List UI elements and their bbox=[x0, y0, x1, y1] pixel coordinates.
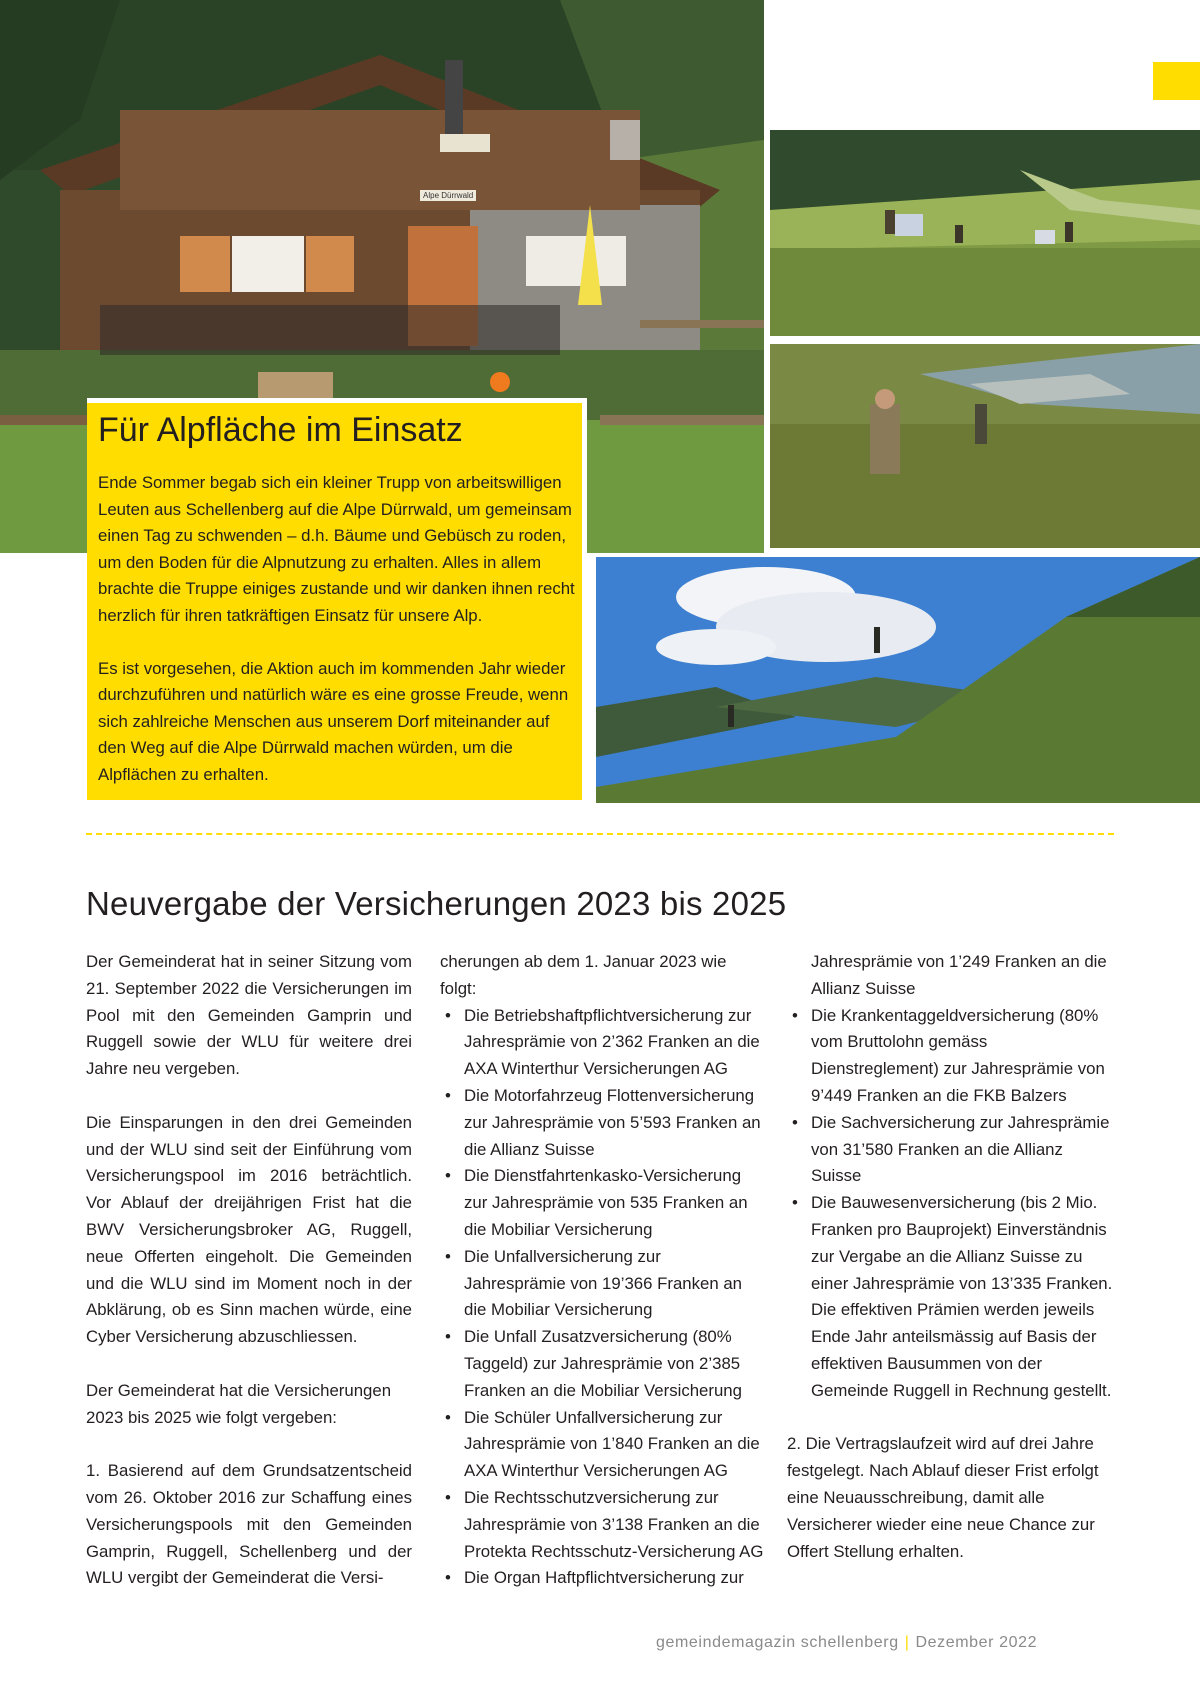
insurance-list-continued bbox=[787, 1003, 1113, 1405]
list-item bbox=[440, 1244, 766, 1324]
list-item bbox=[787, 1190, 1113, 1404]
bullet-icon: • bbox=[445, 1166, 451, 1186]
hut-sign: Alpe Dürrwald bbox=[420, 190, 476, 201]
list-item-text: Die Unfall Zusatzversicherung (80% Taggeld) zur Jahresprämie von 2’385 Franken an die Mobiliar Versicherung bbox=[464, 1327, 742, 1400]
article-alpflaeche-paragraph: Ende Sommer begab sich ein kleiner Trupp von arbeitswilligen Leuten aus Schellenberg auf die Alpe Dürrwald, um gemeinsam einen Tag zu schwenden – d.h. Bäume und Gebüsch zu roden, um den Boden für die Alpnutzung zu erhalten. Alles in allem brachte die Truppe einiges zustande und wir danken ihnen recht herzlich für ihren tatkräftigen Einsatz für unsere Alp. bbox=[98, 473, 575, 625]
article-versicherungen-title: Neuvergabe der Versicherungen 2023 bis 2025 bbox=[86, 885, 787, 922]
photo-slope-work bbox=[596, 557, 1200, 803]
article-column-3 bbox=[787, 949, 1113, 1565]
paragraph-continuation: cherungen ab dem 1. Januar 2023 wie folgt: bbox=[440, 952, 727, 998]
bullet-icon: • bbox=[445, 1568, 451, 1588]
corner-accent-tab bbox=[1153, 62, 1200, 100]
list-item bbox=[440, 1405, 766, 1485]
list-item bbox=[440, 1565, 766, 1592]
paragraph-einsparungen: Die Einsparungen in den drei Gemeinden und der WLU sind seit der Einführung vom Versicherungspool im 2016 beträchtlich. Vor Ablauf der dreijährigen Frist hat die BWV Versicherungsbroker AG, Ruggell, neue Offerten eingeholt. Die Gemeinden und die WLU sind im Moment noch in der Abklärung, ob es Sinn machen würde, eine Cyber Versicherung abzuschliessen. bbox=[86, 1112, 412, 1347]
footer-separator: | bbox=[904, 1634, 910, 1651]
footer-magazine: gemeindemagazin schellenberg bbox=[656, 1634, 899, 1651]
bullet-icon: • bbox=[792, 1112, 798, 1132]
article-alpflaeche-body bbox=[98, 470, 581, 789]
footer-issue: Dezember 2022 bbox=[915, 1634, 1038, 1651]
photo-stream-clearing bbox=[770, 344, 1200, 548]
list-item bbox=[787, 1110, 1113, 1190]
bullet-icon: • bbox=[792, 1193, 798, 1213]
list-item-text: Die Krankentaggeldversicherung (80% vom Bruttolohn gemäss Dienstreglement) zur Jahresprämie von 9’449 Franken an die FKB Balzers bbox=[811, 1005, 1105, 1105]
article-alpflaeche-paragraph: Es ist vorgesehen, die Aktion auch im kommenden Jahr wieder durchzuführen und natürlich wäre es eine grosse Freude, wenn sich zahlreiche Menschen aus unserem Dorf miteinander auf den Weg auf die Alpe Dürrwald machen würden, um die Alpflächen zu erhalten. bbox=[98, 658, 569, 784]
list-item bbox=[440, 1485, 766, 1565]
insurance-list bbox=[440, 1003, 766, 1593]
list-item bbox=[787, 1003, 1113, 1110]
list-item bbox=[440, 1324, 766, 1404]
list-item-text: Die Bauwesenversicherung (bis 2 Mio. Franken pro Bauprojekt) Einverständnis zur Vergabe an die Allianz Suisse zu einer Jahresprämie von 13’335 Franken. Die effektiven Prämien werden jeweils Ende Jahr anteilsmässig auf Basis der effektiven Bausummen von der Gemeinde Ruggell in Rechnung gestellt. bbox=[811, 1193, 1113, 1400]
bullet-icon: • bbox=[445, 1407, 451, 1427]
list-item bbox=[440, 1003, 766, 1083]
list-item bbox=[440, 1163, 766, 1243]
bullet-icon: • bbox=[792, 1005, 798, 1025]
bullet-icon: • bbox=[445, 1487, 451, 1507]
bullet-icon: • bbox=[445, 1246, 451, 1266]
article-alpflaeche-title: Für Alpfläche im Einsatz bbox=[98, 411, 463, 449]
article-column-2 bbox=[440, 949, 766, 1592]
list-item-continuation: Jahresprämie von 1’249 Franken an die Allianz Suisse bbox=[811, 952, 1107, 998]
paragraph-point-1: 1. Basierend auf dem Grundsatzentscheid vom 26. Oktober 2016 zur Schaffung eines Versicherungspools mit den Gemeinden Gamprin, Ruggell, Schellenberg und der WLU vergibt der Gemeinderat die Versi- bbox=[86, 1461, 412, 1588]
list-item-text: Die Motorfahrzeug Flottenversicherung zur Jahresprämie von 5’593 Franken an die Allianz Suisse bbox=[464, 1085, 761, 1159]
photo-meadow-work bbox=[770, 130, 1200, 336]
article-alpflaeche-box bbox=[87, 398, 587, 800]
list-item-text: Die Dienstfahrtenkasko-Versicherung zur Jahresprämie von 535 Franken an die Mobiliar Versicherung bbox=[464, 1166, 748, 1239]
list-item-text: Die Organ Haftpflichtversicherung zur bbox=[464, 1568, 744, 1588]
list-item-text: Die Unfallversicherung zur Jahresprämie von 19’366 Franken an die Mobiliar Versicherung bbox=[464, 1246, 742, 1320]
bullet-icon: • bbox=[445, 1085, 451, 1105]
paragraph-vergabe-intro: Der Gemeinderat hat die Versicherungen 2023 bis 2025 wie folgt vergeben: bbox=[86, 1380, 392, 1427]
page-footer bbox=[656, 1634, 1037, 1652]
article-column-1 bbox=[86, 949, 412, 1592]
paragraph-point-2: 2. Die Vertragslaufzeit wird auf drei Jahre festgelegt. Nach Ablauf dieser Frist erfolgt eine Neuausschreibung, damit alle Versicherer wieder eine neue Chance zur Offert Stellung erhalten. bbox=[787, 1434, 1099, 1561]
bullet-icon: • bbox=[445, 1327, 451, 1347]
list-item-text: Die Schüler Unfallversicherung zur Jahresprämie von 1’840 Franken an die AXA Winterthur Versicherungen AG bbox=[464, 1407, 760, 1481]
list-item-text: Die Sachversicherung zur Jahresprämie von 31’580 Franken an die Allianz Suisse bbox=[811, 1112, 1110, 1186]
bullet-icon: • bbox=[445, 1005, 451, 1025]
list-item bbox=[440, 1083, 766, 1163]
list-item-text: Die Rechtsschutzversicherung zur Jahresprämie von 3’138 Franken an die Protekta Rechtsschutz-Versicherung AG bbox=[464, 1487, 764, 1561]
list-item-text: Die Betriebshaftpflichtversicherung zur Jahresprämie von 2’362 Franken an die AXA Winterthur Versicherungen AG bbox=[464, 1005, 760, 1079]
paragraph-sitzung: Der Gemeinderat hat in seiner Sitzung vom 21. September 2022 die Versicherungen im Pool mit den Gemeinden Gamprin und Ruggell sowie der WLU für weitere drei Jahre neu vergeben. bbox=[86, 952, 412, 1079]
section-divider bbox=[86, 833, 1114, 835]
